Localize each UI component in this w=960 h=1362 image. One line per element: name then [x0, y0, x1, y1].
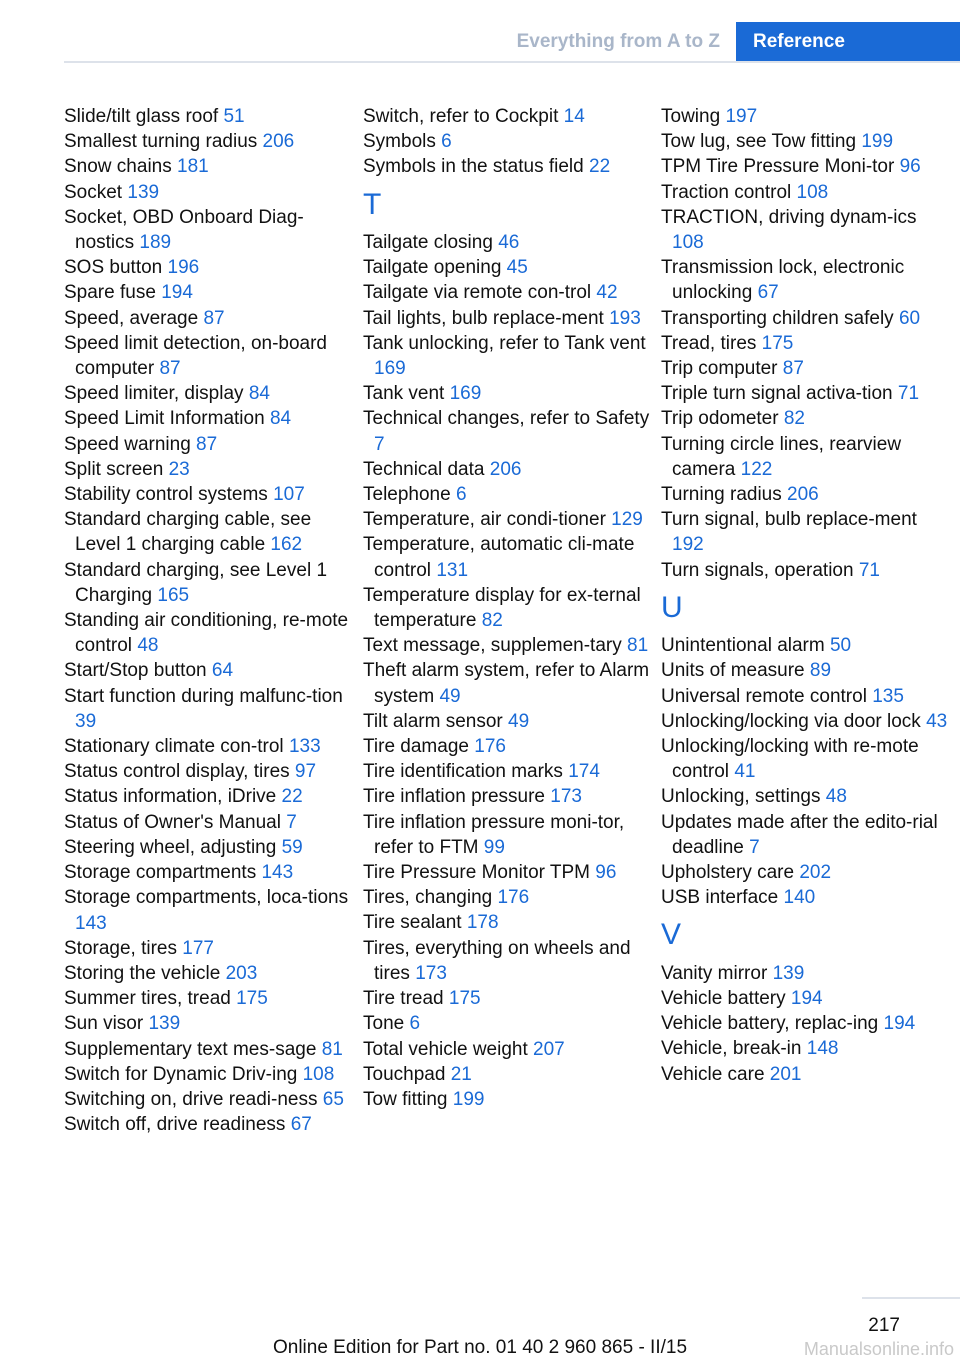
index-entry-term: Socket [64, 181, 123, 203]
index-entry-term: Temperature, automatic cli-mate control [363, 534, 635, 581]
index-entry [64, 1037, 354, 1062]
index-entry-term: Storing the vehicle [64, 962, 221, 984]
index-entry [363, 583, 653, 633]
index-entry [64, 255, 354, 280]
index-entry-term: Speed limit detection, on-board computer [64, 332, 327, 380]
index-entry [64, 1011, 354, 1036]
index-page-link[interactable]: 107 [273, 484, 305, 506]
index-page-link[interactable]: 131 [436, 559, 469, 581]
index-page-link[interactable]: 6 [455, 484, 467, 506]
index-entry [363, 280, 653, 305]
index-entry [661, 684, 951, 709]
index-page-link[interactable]: 194 [790, 988, 823, 1010]
index-page-link[interactable]: 176 [474, 736, 506, 758]
index-page-link[interactable]: 178 [466, 912, 499, 934]
index-page-link[interactable]: 194 [883, 1013, 916, 1035]
index-entry-term: Stationary climate con-trol [64, 736, 284, 758]
index-entry-term: Symbols [363, 131, 436, 153]
index-entry-term: Tires, everything on wheels and tires [363, 937, 631, 984]
index-page-link[interactable]: 67 [757, 282, 779, 304]
index-page-link[interactable]: 133 [288, 736, 321, 758]
index-page-link[interactable]: 87 [159, 358, 181, 380]
index-entry-term: Switch, refer to Cockpit [363, 106, 559, 127]
index-letter-heading: U [661, 590, 683, 624]
index-entry [363, 230, 653, 255]
index-entry [363, 1011, 653, 1036]
index-entry [363, 709, 653, 734]
index-entry-term: Upholstery care [661, 862, 795, 884]
index-entry-term: Vehicle battery [661, 988, 786, 1010]
index-entry [363, 306, 653, 331]
index-page-link[interactable]: 84 [269, 408, 292, 430]
index-page-link[interactable]: 193 [609, 307, 641, 329]
index-entry [661, 432, 951, 482]
index-entry-term: Unlocking, settings [661, 786, 821, 808]
index-page-link[interactable]: 202 [799, 862, 832, 884]
index-page-link[interactable]: 99 [483, 836, 505, 858]
index-page-link[interactable]: 162 [270, 534, 303, 556]
index-entry [661, 986, 951, 1011]
index-entry-term: SOS button [64, 257, 163, 279]
index-entry-term: Temperature, air condi-tioner [363, 509, 606, 531]
index-entry-term: Speed warning [64, 433, 191, 455]
index-entry [363, 154, 653, 179]
index-page-link[interactable]: 139 [127, 181, 160, 203]
index-entry [64, 885, 354, 935]
index-entry [64, 406, 354, 431]
index-entry-term: Vehicle care [661, 1063, 765, 1085]
index-entry-term: Socket, OBD Onboard Diag-nostics [64, 206, 304, 254]
index-page-link[interactable]: 169 [449, 383, 482, 405]
index-entry [64, 608, 354, 658]
index-entry [363, 331, 653, 381]
index-entry-term: TRACTION, driving dynam-ics [661, 206, 917, 228]
index-page-link[interactable]: 48 [825, 786, 847, 808]
index-entry [64, 961, 354, 986]
index-entry-term: Tank unlocking, refer to Tank vent [363, 332, 646, 354]
index-entry-term: Technical changes, refer to Safety [363, 408, 650, 430]
index-entry [363, 633, 653, 658]
index-entry-term: Turn signals, operation [661, 559, 854, 581]
index-entry-term: Transporting children safely [661, 307, 894, 329]
index-page-link[interactable]: 135 [872, 685, 904, 707]
index-letter-heading: T [363, 187, 382, 221]
index-entry-term: Tailgate closing [363, 232, 493, 253]
index-entry-term: Turning circle lines, rearview camera [661, 433, 902, 480]
index-entry [661, 129, 951, 154]
index-entry [661, 558, 951, 583]
index-entry-term: Touchpad [363, 1063, 446, 1085]
index-column-3 [661, 104, 951, 1087]
index-entry-term: Smallest turning radius [64, 131, 258, 153]
index-entry [363, 784, 653, 809]
index-entry-term: Technical data [363, 458, 485, 480]
index-entry [64, 331, 354, 381]
index-entry-term: Unintentional alarm [661, 635, 825, 657]
index-page-link[interactable]: 7 [286, 811, 297, 833]
section-title: Everything from A to Z [516, 31, 720, 52]
index-page-link[interactable]: 108 [302, 1063, 335, 1085]
index-page-link[interactable]: 206 [787, 484, 819, 506]
index-page-link[interactable]: 174 [568, 761, 600, 783]
index-page-link[interactable]: 108 [672, 232, 704, 254]
index-page-link[interactable]: 192 [672, 534, 704, 556]
index-entry [363, 936, 653, 986]
index-page-link[interactable]: 43 [926, 710, 948, 732]
index-page-link[interactable]: 175 [448, 988, 481, 1010]
index-entry [64, 280, 354, 305]
index-entry [64, 1087, 354, 1112]
section-tab-reference[interactable]: Reference [736, 22, 960, 62]
index-page-link[interactable]: 165 [157, 584, 190, 606]
index-page-link[interactable]: 84 [248, 383, 270, 405]
index-page-link[interactable]: 82 [481, 610, 503, 632]
index-entry [661, 784, 951, 809]
index-entry-term: Tail lights, bulb replace-ment [363, 307, 604, 329]
footer-divider [862, 1297, 960, 1299]
index-entry [363, 507, 653, 532]
index-entry-term: Start/Stop button [64, 660, 207, 682]
index-entry [661, 1011, 951, 1036]
index-entry-term: Slide/tilt glass roof [64, 106, 219, 127]
index-entry-term: Sun visor [64, 1013, 144, 1035]
index-page-link[interactable]: 51 [223, 106, 245, 127]
index-page-link[interactable]: 50 [829, 635, 852, 657]
index-page-link[interactable]: 201 [769, 1063, 802, 1085]
index-page-link[interactable]: 87 [196, 433, 218, 455]
index-entry [64, 734, 354, 759]
index-page-link[interactable]: 108 [796, 181, 829, 203]
index-entry-term: Steering wheel, adjusting [64, 836, 277, 858]
index-page-link[interactable]: 177 [182, 937, 214, 959]
index-entry-term: Storage, tires [64, 937, 177, 959]
index-entry [363, 129, 653, 154]
index-entry [64, 457, 354, 482]
index-entry-term: Start function during malfunc-tion [64, 685, 343, 707]
index-page-link[interactable]: 59 [281, 836, 303, 858]
index-page-link[interactable]: 87 [203, 307, 225, 329]
index-entry [661, 406, 951, 431]
index-entry [64, 482, 354, 507]
index-page-link[interactable]: 143 [261, 862, 294, 884]
index-entry [363, 986, 653, 1011]
index-entry [661, 507, 951, 557]
index-page-link[interactable]: 46 [498, 232, 520, 253]
index-page-link[interactable]: 199 [861, 131, 894, 153]
index-entry-term: Tire damage [363, 736, 469, 758]
index-entry [64, 1112, 354, 1137]
index-entry [661, 734, 951, 784]
index-entry-term: Summer tires, tread [64, 988, 231, 1010]
index-entry-term: TPM Tire Pressure Moni-tor [661, 156, 895, 178]
header-divider [64, 61, 960, 63]
index-page-link[interactable]: 139 [772, 962, 805, 984]
index-entry-term: Stability control systems [64, 484, 268, 506]
index-entry-term: Tire identification marks [363, 761, 563, 783]
index-entry [661, 306, 951, 331]
index-page-link[interactable]: 175 [761, 332, 794, 354]
index-entry [64, 936, 354, 961]
index-page-link[interactable]: 207 [533, 1038, 565, 1060]
index-entry [661, 104, 951, 129]
index-entry-term: Updates made after the edito-rial deadline [661, 811, 938, 858]
index-page-link[interactable]: 206 [489, 458, 522, 480]
index-entry [661, 1062, 951, 1087]
edition-text: Online Edition for Part no. 01 40 2 960 865 - II/15 [272, 1337, 688, 1358]
index-page-link[interactable]: 96 [899, 156, 921, 178]
index-entry [661, 860, 951, 885]
index-entry [64, 1062, 354, 1087]
index-entry [661, 658, 951, 683]
index-entry-term: Theft alarm system, refer to Alarm system [363, 660, 650, 707]
index-entry-term: Tailgate opening [363, 257, 502, 279]
index-entry-term: Snow chains [64, 156, 172, 178]
index-entry-term: Traction control [661, 181, 792, 203]
index-entry [363, 482, 653, 507]
index-entry [363, 810, 653, 860]
index-entry [363, 1062, 653, 1087]
index-entry-term: Trip odometer [661, 408, 779, 430]
index-entry [661, 255, 951, 305]
index-page-link[interactable]: 194 [161, 282, 193, 304]
index-entry [661, 482, 951, 507]
index-entry [363, 1037, 653, 1062]
index-page-link[interactable]: 14 [563, 106, 585, 127]
index-entry-term: Tire inflation pressure moni-tor, refer to FTM [363, 811, 625, 858]
index-entry-term: Vehicle, break-in [661, 1038, 802, 1060]
index-entry-term: Total vehicle weight [363, 1038, 528, 1060]
index-entry [64, 986, 354, 1011]
index-entry-term: Status information, iDrive [64, 786, 277, 808]
index-entry [64, 860, 354, 885]
index-entry [64, 104, 354, 129]
index-column-2 [363, 104, 653, 1112]
index-page-link[interactable]: 22 [589, 156, 611, 178]
index-page-link[interactable]: 175 [236, 988, 268, 1010]
index-entry [363, 532, 653, 582]
index-entry [363, 885, 653, 910]
index-entry-term: Tire inflation pressure [363, 786, 545, 808]
index-entry-term: Units of measure [661, 660, 805, 682]
page-number: 217 [868, 1315, 900, 1336]
index-page-link[interactable]: 139 [148, 1013, 181, 1035]
index-entry-term: Spare fuse [64, 282, 156, 304]
index-page-link[interactable]: 199 [452, 1088, 485, 1110]
index-page-link[interactable]: 129 [611, 509, 643, 531]
index-page-link[interactable]: 169 [374, 358, 406, 380]
index-page-link[interactable]: 22 [281, 786, 303, 808]
index-entry-term: Tire Pressure Monitor TPM [363, 862, 590, 884]
index-entry-term: Vanity mirror [661, 962, 768, 984]
index-entry-term: Supplementary text mes-sage [64, 1038, 317, 1060]
index-page-link[interactable]: 7 [749, 836, 760, 858]
index-entry [64, 558, 354, 608]
index-entry [661, 154, 951, 179]
index-page-link[interactable]: 206 [262, 131, 295, 153]
index-page-link[interactable]: 6 [441, 131, 452, 153]
index-entry-term: Tire sealant [363, 912, 462, 934]
index-entry [363, 759, 653, 784]
index-entry [661, 633, 951, 658]
index-page-link[interactable]: 64 [211, 660, 234, 682]
index-page-link[interactable]: 97 [294, 761, 317, 783]
index-entry [64, 684, 354, 734]
index-page-link[interactable]: 81 [321, 1038, 343, 1060]
index-page-link[interactable]: 140 [783, 887, 816, 909]
index-entry [64, 784, 354, 809]
index-page-link[interactable]: 173 [415, 962, 447, 984]
index-letter-heading: V [661, 918, 682, 952]
index-entry [64, 759, 354, 784]
index-entry [64, 129, 354, 154]
index-entry-term: Trip computer [661, 358, 778, 380]
index-entry-term: Storage compartments [64, 862, 257, 884]
index-entry [363, 734, 653, 759]
index-entry [363, 406, 653, 456]
index-entry-term: Temperature display for ex-ternal temperature [363, 584, 641, 632]
index-entry [64, 507, 354, 557]
index-page-link[interactable]: 42 [596, 282, 618, 304]
index-entry [363, 381, 653, 406]
index-page-link[interactable]: 197 [725, 106, 758, 127]
index-page-link[interactable]: 176 [497, 887, 530, 909]
index-entry-term: Standard charging, see Level 1 Charging [64, 559, 328, 606]
index-entry-term: Turning radius [661, 484, 782, 506]
index-page-link[interactable]: 196 [167, 257, 200, 279]
index-entry [661, 381, 951, 406]
index-entry [64, 205, 354, 255]
index-entry [64, 432, 354, 457]
index-page-link[interactable]: 81 [627, 635, 649, 657]
index-page-link[interactable]: 65 [322, 1088, 344, 1110]
index-entry [64, 306, 354, 331]
index-entry-term: Tailgate via remote con-trol [363, 282, 592, 304]
index-entry [363, 910, 653, 935]
index-entry-term: Towing [661, 106, 721, 127]
index-entry-term: Standing air conditioning, re-mote control [64, 610, 349, 657]
index-entry-term: Standard charging cable, see Level 1 charging cable [64, 509, 312, 556]
index-entry [64, 381, 354, 406]
index-page-link[interactable]: 189 [139, 232, 172, 254]
index-entry [64, 154, 354, 179]
index-entry [363, 457, 653, 482]
index-entry [661, 810, 951, 860]
index-entry-term: Triple turn signal activa-tion [661, 383, 893, 405]
index-entry [661, 709, 951, 734]
index-entry [363, 255, 653, 280]
index-entry-term: Status control display, tires [64, 761, 290, 783]
index-page-link[interactable]: 39 [75, 710, 97, 732]
index-entry-term: Universal remote control [661, 685, 867, 707]
index-page-link[interactable]: 23 [168, 458, 190, 480]
index-page-link[interactable]: 6 [409, 1013, 421, 1035]
index-page-link[interactable]: 181 [177, 156, 209, 178]
index-page-link[interactable]: 71 [897, 383, 920, 405]
index-page-link[interactable]: 96 [595, 862, 617, 884]
watermark: Manualsonline.info [803, 1339, 954, 1359]
index-entry [363, 104, 653, 129]
index-entry-term: Speed Limit Information [64, 408, 265, 430]
index-entry [64, 835, 354, 860]
index-entry-term: Turn signal, bulb replace-ment [661, 509, 917, 531]
index-page-link[interactable]: 45 [506, 257, 528, 279]
index-entry [661, 885, 951, 910]
index-page-link[interactable]: 203 [225, 962, 258, 984]
index-page-link[interactable]: 71 [858, 559, 880, 581]
index-page-link[interactable]: 7 [374, 433, 385, 455]
index-entry [363, 1087, 653, 1112]
index-entry [64, 180, 354, 205]
index-page-link[interactable]: 143 [75, 912, 107, 934]
index-entry-term: Status of Owner's Manual [64, 811, 281, 833]
index-page-link[interactable]: 173 [550, 786, 582, 808]
index-entry-term: Split screen [64, 458, 164, 480]
index-entry-term: Telephone [363, 484, 451, 506]
index-entry [661, 356, 951, 381]
index-entry [661, 205, 951, 255]
index-entry [64, 658, 354, 683]
index-entry-term: Tilt alarm sensor [363, 710, 503, 732]
index-page-link[interactable]: 67 [290, 1114, 312, 1136]
index-entry-term: Switching on, drive readi-ness [64, 1088, 318, 1110]
index-entry-term: Speed limiter, display [64, 383, 244, 405]
index-entry-term: Tow fitting [363, 1088, 448, 1110]
index-entry-term: Switch for Dynamic Driv-ing [64, 1063, 298, 1085]
index-entry-term: Storage compartments, loca-tions [64, 887, 349, 909]
index-page-link[interactable]: 60 [898, 307, 921, 329]
index-entry [661, 1036, 951, 1061]
index-page-link[interactable]: 122 [740, 458, 773, 480]
index-entry-term: Speed, average [64, 307, 199, 329]
index-page-link[interactable]: 82 [783, 408, 805, 430]
index-entry [363, 860, 653, 885]
index-entry [64, 810, 354, 835]
index-entry-term: Tow lug, see Tow fitting [661, 131, 857, 153]
index-entry-term: Vehicle battery, replac-ing [661, 1013, 879, 1035]
index-entry-term: Tone [363, 1013, 405, 1035]
index-entry-term: Tire tread [363, 988, 444, 1010]
index-entry [661, 331, 951, 356]
index-page-link[interactable]: 21 [450, 1063, 472, 1085]
index-entry-term: Transmission lock, electronic unlocking [661, 257, 905, 304]
index-entry-term: Unlocking/locking with re-mote control [661, 736, 919, 783]
index-page-link[interactable]: 89 [809, 660, 832, 682]
index-entry-term: Tires, changing [363, 887, 493, 909]
index-page-link[interactable]: 48 [137, 635, 159, 657]
index-entry [661, 961, 951, 986]
index-page-link[interactable]: 41 [734, 761, 756, 783]
index-page-link[interactable]: 148 [806, 1038, 839, 1060]
index-entry-term: Tread, tires [661, 332, 757, 354]
index-entry [661, 180, 951, 205]
index-entry-term: Switch off, drive readiness [64, 1114, 286, 1136]
index-page-link[interactable]: 49 [508, 710, 530, 732]
index-entry-term: Symbols in the status field [363, 156, 584, 178]
index-entry-term: Text message, supplemen-tary [363, 635, 622, 657]
index-page-link[interactable]: 49 [439, 685, 461, 707]
index-entry-term: Unlocking/locking via door lock [661, 710, 921, 732]
index-entry-term: Tank vent [363, 383, 445, 405]
index-column-1 [64, 104, 354, 1137]
index-entry-term: USB interface [661, 887, 779, 909]
index-entry [363, 658, 653, 708]
index-page-link[interactable]: 87 [782, 358, 804, 380]
